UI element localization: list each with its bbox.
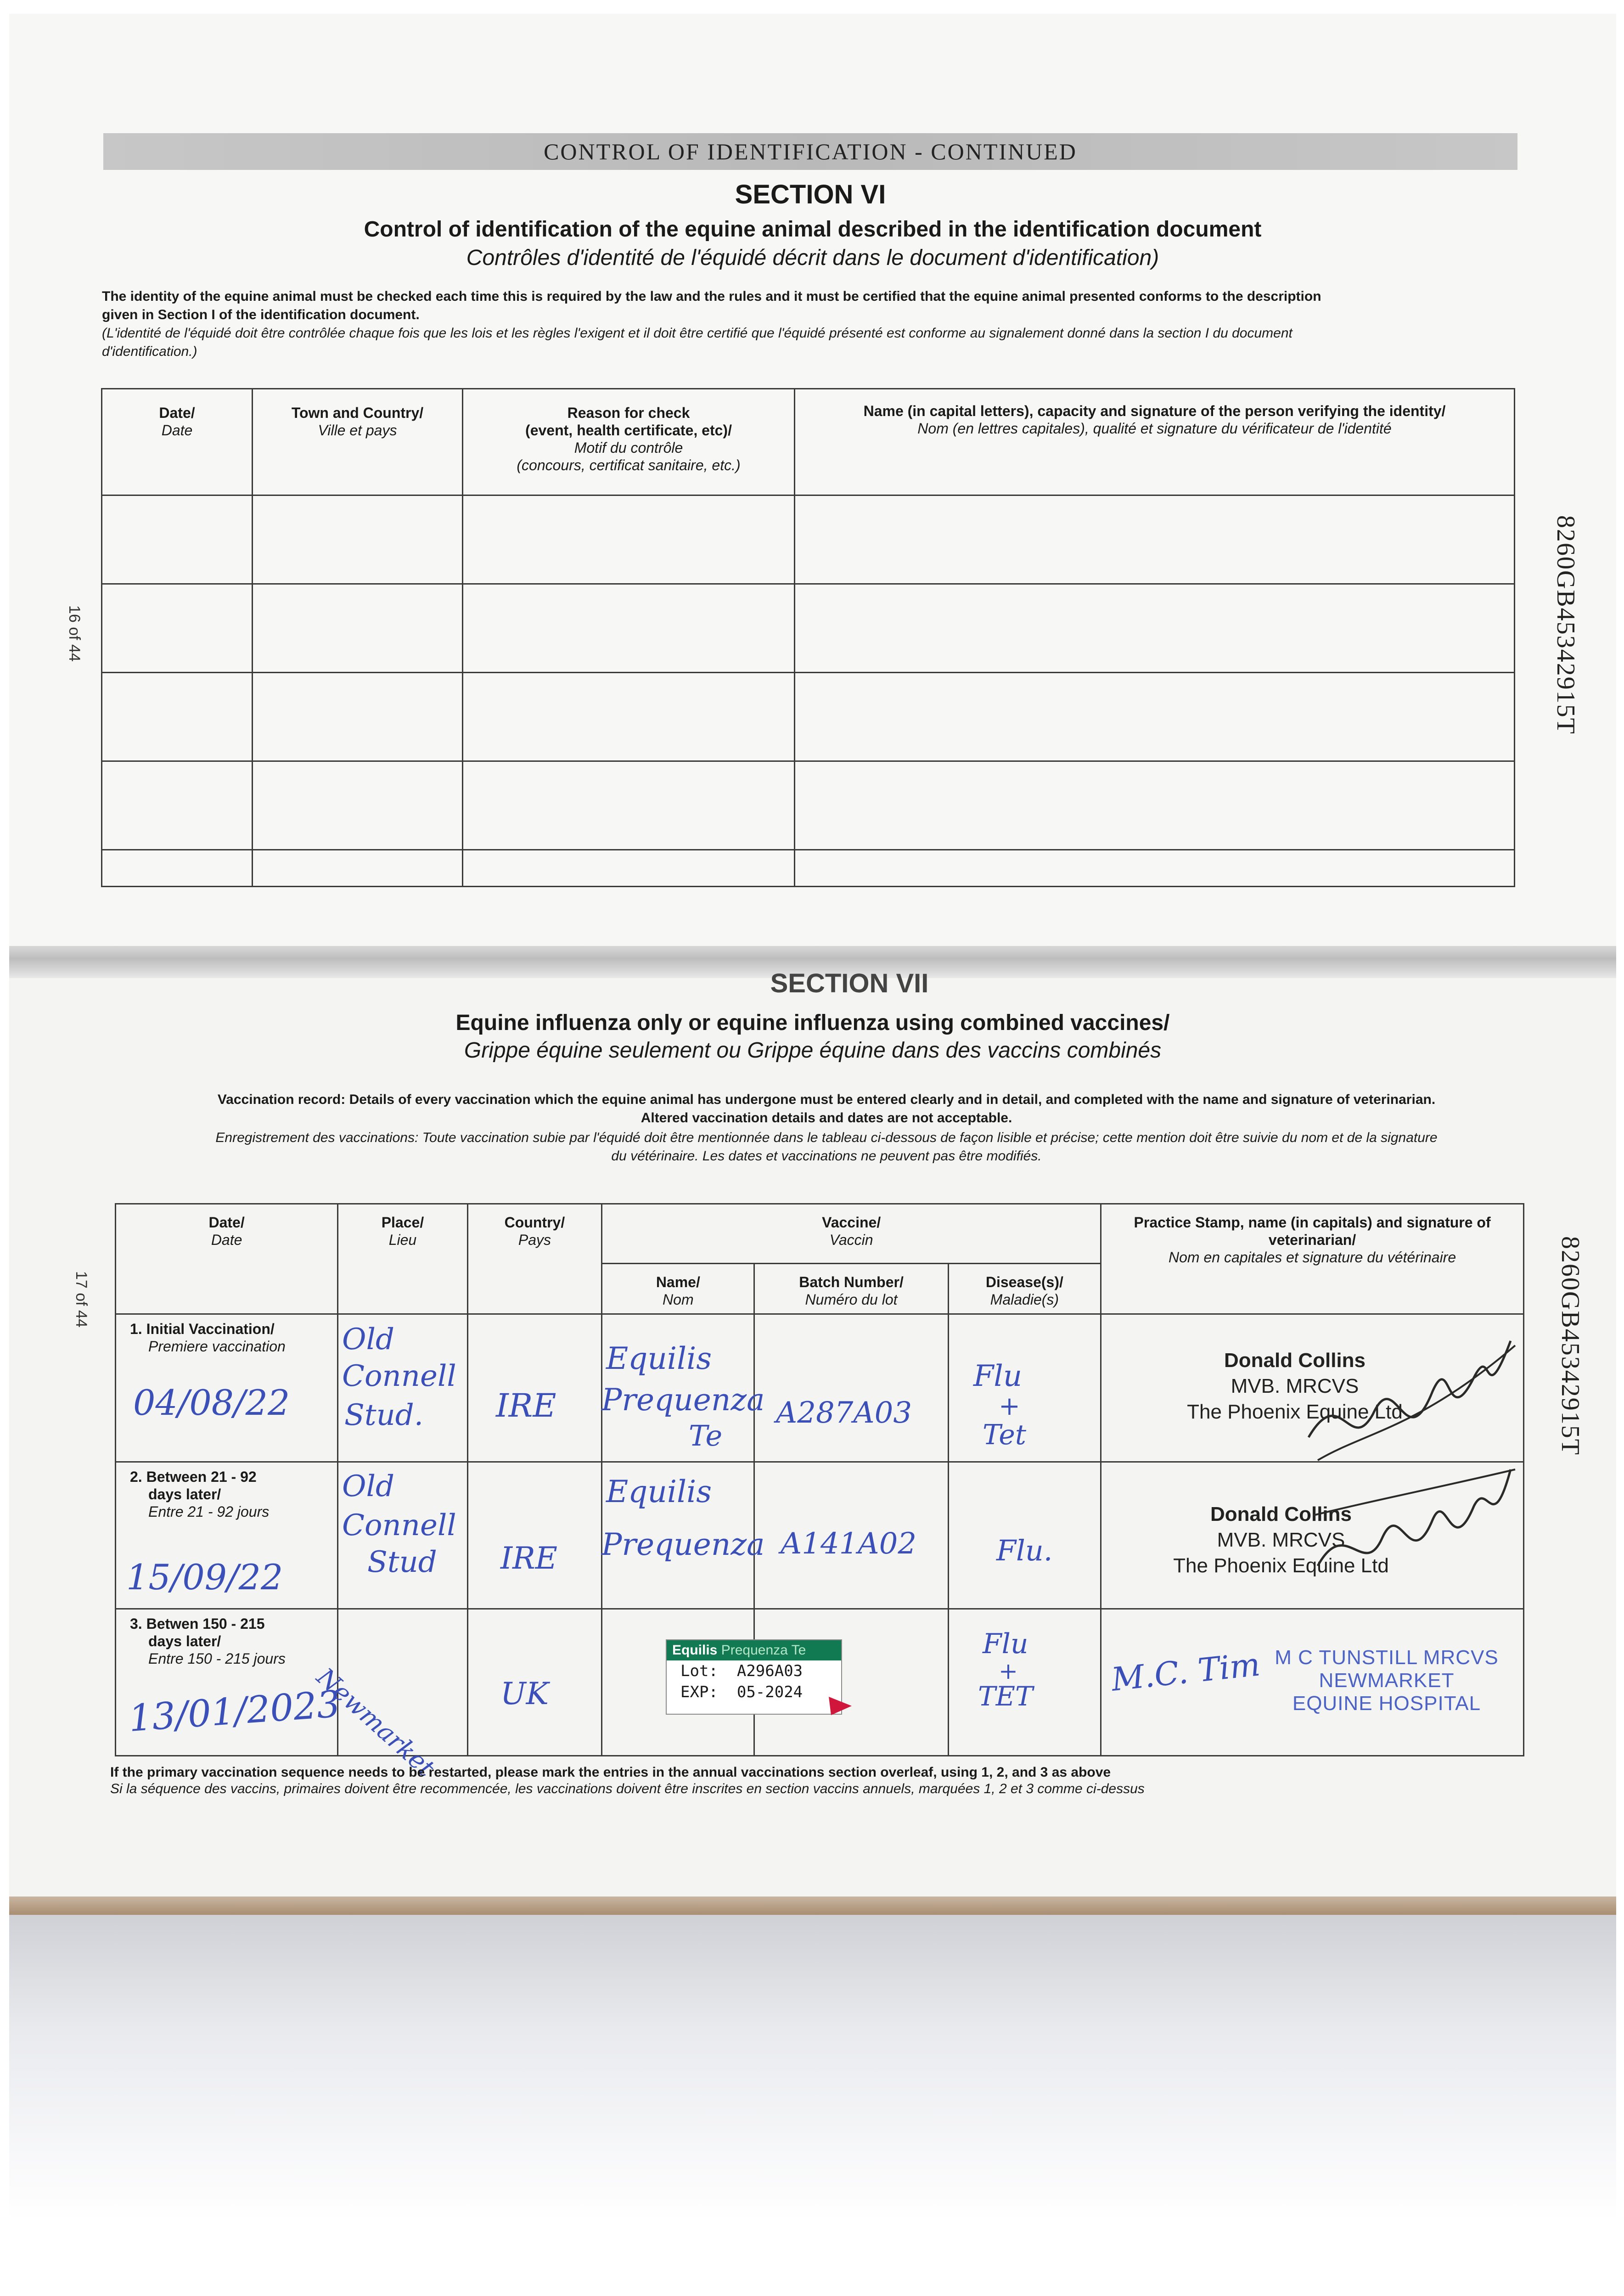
row1-batch: A287A03 — [776, 1396, 912, 1430]
row-label: 1. Initial Vaccination/ Premiere vaccination — [116, 1314, 338, 1462]
section7-note-en-1: Vaccination record: Details of every vaccination which the equine animal has undergone must be entered clearly and in detail, and completed with the name and signature of veterinarian. — [217, 1092, 1436, 1107]
row1-vaccine-name-3: Te — [689, 1419, 723, 1452]
section6-heading-en: Control of identification of the equine animal described in the identification document — [364, 217, 1262, 242]
id-row-5 — [102, 850, 1515, 887]
row-label: 2. Between 21 - 92 days later/ Entre 21 - 92 jours — [116, 1462, 338, 1609]
id-cell[interactable] — [253, 761, 463, 850]
underlying-page — [9, 1915, 1616, 2296]
row2-signature — [1299, 1460, 1520, 1598]
row2-disease-1: Flu. — [996, 1534, 1053, 1567]
id-cell[interactable] — [253, 850, 463, 887]
vaccine-batch-sticker — [666, 1639, 842, 1715]
row2-place-1: Old — [342, 1469, 394, 1503]
row1-date: 04/08/22 — [133, 1382, 290, 1423]
col-place: Place/ Lieu — [338, 1204, 467, 1314]
id-row-2 — [102, 584, 1515, 673]
section6-note-en-1: The identity of the equine animal must be checked each time this is required by the law and the rules and it must be certified that the equine animal presented conforms to the description — [102, 289, 1321, 304]
id-cell[interactable] — [253, 495, 463, 584]
side-id-bottom: 8260GB45342915T — [1556, 1236, 1585, 1456]
row1-place-1: Old — [342, 1322, 394, 1356]
id-cell[interactable] — [795, 673, 1515, 761]
section6-note-fr-2: d'identification.) — [102, 344, 197, 359]
col-town-country: Town and Country/ Ville et pays — [253, 389, 463, 495]
row1-place-2: Connell — [342, 1359, 456, 1393]
row2-date: 15/09/22 — [126, 1557, 283, 1598]
section6-title: SECTION VI — [735, 180, 886, 209]
row2-batch: A141A02 — [781, 1527, 917, 1561]
country-cell[interactable] — [467, 1462, 602, 1609]
row2-vaccine-name-1: Equilis — [606, 1474, 712, 1509]
id-cell[interactable] — [253, 673, 463, 761]
row1-disease-1: Flu — [973, 1359, 1023, 1393]
id-row-1 — [102, 495, 1515, 584]
page-number-top: 16 of 44 — [65, 605, 83, 662]
row1-place-3: Stud. — [344, 1398, 424, 1432]
col-vaccine-name: Name/ Nom — [602, 1264, 754, 1314]
section7-footer-fr: Si la séquence des vaccins, primaires doivent être recommencée, les vaccinations doivent être inscrites en section vaccins annuels, marquées 1, 2 et 3 comme ci-dessus — [110, 1781, 1145, 1796]
col-disease: Disease(s)/ Maladie(s) — [948, 1264, 1101, 1314]
section6-note-en-2: given in Section I of the identification document. — [102, 307, 420, 322]
id-cell[interactable] — [463, 850, 795, 887]
col-date: Date/ Date — [102, 389, 253, 495]
sticker-brand: Equilis Prequenza Te — [667, 1640, 841, 1660]
row1-vaccine-name-2: Prequenza — [601, 1382, 765, 1418]
id-row-4 — [102, 761, 1515, 850]
id-cell[interactable] — [253, 584, 463, 673]
section7-heading-fr: Grippe équine seulement ou Grippe équine dans des vaccins combinés — [464, 1038, 1162, 1063]
section6-note-fr-1: (L'identité de l'équidé doit être contrôlée chaque fois que les lois et les règles l'exigent et il doit être certifié que l'équidé présenté est conforme au signalement donné dans la section I du document — [102, 326, 1292, 341]
col-verifier: Name (in capital letters), capacity and signature of the person verifying the identity/ Nom (en lettres capitales), qualité et signature du vérificateur de l'identité — [795, 389, 1515, 495]
row3-stamp: M C TUNSTILL MRCVS NEWMARKET EQUINE HOSPITAL — [1275, 1646, 1499, 1715]
id-cell[interactable] — [795, 850, 1515, 887]
section7-note-en-2: Altered vaccination details and dates are not acceptable. — [641, 1110, 1012, 1125]
row3-place: Newmarket — [311, 1662, 440, 1783]
section6-heading-fr: Contrôles d'identité de l'équidé décrit dans le document d'identification) — [466, 246, 1159, 270]
id-row-3 — [102, 673, 1515, 761]
col-vaccine: Vaccine/ Vaccin — [602, 1204, 1101, 1264]
cover-edge — [9, 1896, 1616, 1915]
col-reason: Reason for check (event, health certificate, etc)/ Motif du contrôle (concours, certificat sanitaire, etc.) — [463, 389, 795, 495]
id-cell[interactable] — [102, 673, 253, 761]
row3-date: 13/01/2023 — [127, 1683, 342, 1740]
row3-disease-1: Flu — [983, 1628, 1028, 1660]
sticker-lot: Lot: A296A03 — [680, 1662, 803, 1680]
section7-title: SECTION VII — [770, 968, 929, 998]
id-cell[interactable] — [795, 584, 1515, 673]
row3-signature: M.C. Tim — [1109, 1645, 1262, 1699]
row1-stamp: Donald Collins MVB. MRCVS The Phoenix Equine Ltd — [1187, 1349, 1403, 1423]
row1-vaccine-name-1: Equilis — [606, 1341, 712, 1376]
row2-stamp: Donald Collins MVB. MRCVS The Phoenix Equine Ltd — [1173, 1503, 1389, 1577]
col-date: Date/ Date — [116, 1204, 338, 1314]
id-cell[interactable] — [795, 495, 1515, 584]
row3-disease-3: TET — [978, 1681, 1033, 1712]
col-practice-stamp: Practice Stamp, name (in capitals) and signature of veterinarian/ Nom en capitales et signature du vétérinaire — [1101, 1204, 1524, 1314]
sticker-exp: EXP: 05-2024 — [680, 1683, 803, 1701]
sticker-red-mark — [826, 1694, 854, 1717]
row1-signature — [1299, 1322, 1520, 1479]
row-label: 3. Betwen 150 - 215 days later/ Entre 150 - 215 jours — [116, 1609, 338, 1756]
id-cell[interactable] — [102, 495, 253, 584]
section7-footer-en: If the primary vaccination sequence needs to be restarted, please mark the entries in the annual vaccinations section overleaf, using 1, 2, and 3 as above — [110, 1765, 1111, 1780]
id-cell[interactable] — [463, 761, 795, 850]
side-id-top: 8260GB45342915T — [1551, 515, 1580, 735]
row3-country: UK — [500, 1676, 549, 1711]
row2-place-2: Connell — [342, 1508, 456, 1542]
row1-disease-2: + — [999, 1391, 1020, 1421]
row2-vaccine-name-2: Prequenza — [601, 1527, 765, 1562]
row1-disease-3: Tet — [983, 1419, 1026, 1451]
band-title: CONTROL OF IDENTIFICATION - CONTINUED — [103, 133, 1517, 170]
id-cell[interactable] — [463, 673, 795, 761]
id-cell[interactable] — [102, 850, 253, 887]
row3-disease-2: + — [999, 1658, 1018, 1684]
row2-country: IRE — [500, 1541, 557, 1576]
col-country: Country/ Pays — [467, 1204, 602, 1314]
section7-note-fr-1: Enregistrement des vaccinations: Toute vaccination subie par l'équidé doit être mentionnée dans le tableau ci-dessous de façon lisible et précise; cette mention doit être suivie du nom et de la signature — [215, 1130, 1438, 1145]
section7-note-fr-2: du vétérinaire. Les dates et vaccinations ne peuvent pas être modifiés. — [611, 1148, 1042, 1164]
id-cell[interactable] — [102, 584, 253, 673]
id-cell[interactable] — [463, 495, 795, 584]
id-cell[interactable] — [102, 761, 253, 850]
col-batch-number: Batch Number/ Numéro du lot — [754, 1264, 948, 1314]
row1-country: IRE — [496, 1387, 556, 1424]
batch-cell[interactable] — [754, 1314, 948, 1462]
section7-heading-en: Equine influenza only or equine influenza using combined vaccines/ — [455, 1011, 1170, 1035]
row2-place-3: Stud — [367, 1545, 437, 1579]
page-number-bottom: 17 of 44 — [72, 1271, 90, 1328]
id-cell[interactable] — [463, 584, 795, 673]
identification-check-table — [101, 388, 1515, 887]
id-cell[interactable] — [795, 761, 1515, 850]
